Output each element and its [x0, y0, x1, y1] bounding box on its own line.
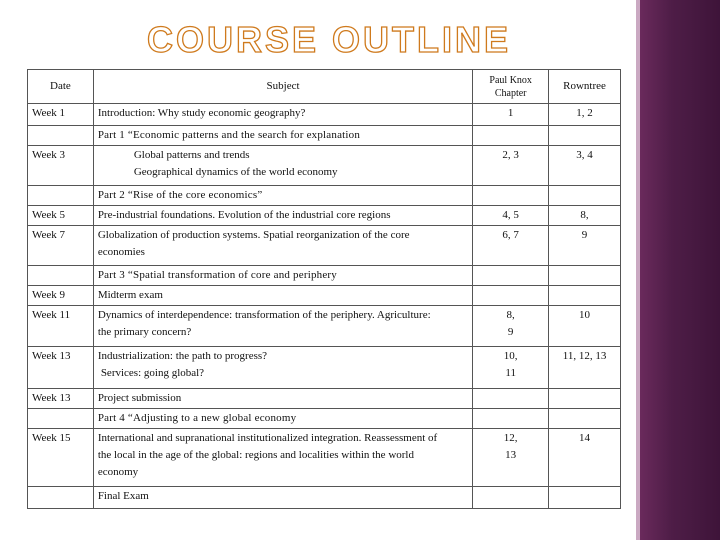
- week3-subject-line2: Geographical dynamics of the world economy: [133, 166, 338, 178]
- week15-knox: [473, 429, 549, 487]
- week3-subject: [93, 146, 472, 186]
- table-row-week5: [28, 206, 621, 226]
- header-knox-line1: Paul Knox: [489, 74, 532, 86]
- week13b-knox-empty: [473, 389, 549, 409]
- week13a-subject-line2: Services: going global?: [100, 367, 205, 379]
- table-row-week13b: [28, 389, 621, 409]
- week7-subject: [93, 226, 472, 266]
- week3-date: Week 3: [28, 146, 94, 186]
- week1-rowntree: 1, 2: [549, 104, 621, 126]
- part2-rowntree-empty: [549, 186, 621, 206]
- final-rowntree-empty: [549, 487, 621, 509]
- week11-subject-line1: Dynamics of interdependence: transformation of the periphery. Agriculture:: [97, 309, 431, 321]
- week13a-knox-line1: 10,: [503, 350, 518, 362]
- week5-date: Week 5: [28, 206, 94, 226]
- week11-date: Week 11: [28, 306, 94, 347]
- week9-rowntree-empty: [549, 286, 621, 306]
- part3-heading: Part 3 “Spatial transformation of core and periphery: [93, 266, 472, 286]
- week3-rowntree: 3, 4: [549, 146, 621, 186]
- table-row-final: [28, 487, 621, 509]
- week7-date: Week 7: [28, 226, 94, 266]
- week13a-subject: [93, 347, 472, 389]
- part2-heading: Part 2 “Rise of the core economics”: [93, 186, 472, 206]
- week13b-rowntree-empty: [549, 389, 621, 409]
- table-row-week9: [28, 286, 621, 306]
- week11-subject: [93, 306, 472, 347]
- week7-subject-line1: Globalization of production systems. Spatial reorganization of the core: [97, 229, 410, 241]
- week7-subject-line2: economies: [97, 246, 145, 258]
- week9-date: Week 9: [28, 286, 94, 306]
- week9-subject: Midterm exam: [93, 286, 472, 306]
- part3-rowntree-empty: [549, 266, 621, 286]
- week11-knox-line1: 8,: [506, 309, 515, 321]
- week13b-subject: Project submission: [93, 389, 472, 409]
- table-row-part1: [28, 126, 621, 146]
- table-row-week3: [28, 146, 621, 186]
- side-band-edge: [636, 0, 640, 540]
- week13a-subject-line1: Industrialization: the path to progress?: [97, 350, 268, 362]
- week11-rowntree: 10: [549, 306, 621, 347]
- week5-subject: Pre-industrial foundations. Evolution of the industrial core regions: [93, 206, 472, 226]
- part1-rowntree-empty: [549, 126, 621, 146]
- part3-date-empty: [28, 266, 94, 286]
- week13b-date: Week 13: [28, 389, 94, 409]
- week1-subject: Introduction: Why study economic geography?: [93, 104, 472, 126]
- week3-knox: 2, 3: [473, 146, 549, 186]
- part3-knox-empty: [473, 266, 549, 286]
- week15-subject-line2: the local in the age of the global: regions and localities within the world: [97, 449, 414, 461]
- course-outline-table: [27, 69, 621, 509]
- table-row-week11: [28, 306, 621, 347]
- part1-date-empty: [28, 126, 94, 146]
- week5-rowntree: 8,: [549, 206, 621, 226]
- part1-heading: Part 1 “Economic patterns and the search for explanation: [93, 126, 472, 146]
- header-date: Date: [28, 70, 94, 104]
- table-row-part3: [28, 266, 621, 286]
- decorative-side-band: [640, 0, 720, 540]
- final-knox-empty: [473, 487, 549, 509]
- week9-knox-empty: [473, 286, 549, 306]
- week15-subject-line3: economy: [97, 466, 139, 478]
- final-date-empty: [28, 487, 94, 509]
- table-row-part4: [28, 409, 621, 429]
- table-header-row: [28, 70, 621, 104]
- table-row-week1: [28, 104, 621, 126]
- week5-knox: 4, 5: [473, 206, 549, 226]
- week7-knox: 6, 7: [473, 226, 549, 266]
- part2-date-empty: [28, 186, 94, 206]
- table-row-week13a: [28, 347, 621, 389]
- week15-subject-line1: International and supranational institutionalized integration. Reassessment of: [97, 432, 438, 444]
- week15-rowntree: 14: [549, 429, 621, 487]
- part4-heading: Part 4 “Adjusting to a new global economy: [93, 409, 472, 429]
- week15-date: Week 15: [28, 429, 94, 487]
- table-row-part2: [28, 186, 621, 206]
- header-rowntree: Rowntree: [549, 70, 621, 104]
- final-exam: Final Exam: [93, 487, 472, 509]
- header-knox-line2: Chapter: [494, 87, 527, 99]
- header-knox: [473, 70, 549, 104]
- week11-knox: [473, 306, 549, 347]
- week11-subject-line2: the primary concern?: [97, 326, 192, 338]
- page-title: COURSE OUTLINE: [146, 19, 511, 60]
- table-row-week15: [28, 429, 621, 487]
- part1-knox-empty: [473, 126, 549, 146]
- week13a-date: Week 13: [28, 347, 94, 389]
- week13a-knox-line2: 11: [505, 367, 516, 379]
- table-row-week7: [28, 226, 621, 266]
- week11-knox-line2: 9: [507, 326, 514, 338]
- week13a-rowntree: 11, 12, 13: [549, 347, 621, 389]
- week1-knox: 1: [473, 104, 549, 126]
- part4-knox-empty: [473, 409, 549, 429]
- week13a-knox: [473, 347, 549, 389]
- part4-rowntree-empty: [549, 409, 621, 429]
- part2-knox-empty: [473, 186, 549, 206]
- week3-subject-line1: Global patterns and trends: [133, 149, 250, 161]
- header-subject: Subject: [93, 70, 472, 104]
- week1-date: Week 1: [28, 104, 94, 126]
- part4-date-empty: [28, 409, 94, 429]
- week15-knox-line2: 13: [505, 449, 517, 461]
- week15-knox-line1: 12,: [503, 432, 518, 444]
- week7-rowntree: 9: [549, 226, 621, 266]
- week15-subject: [93, 429, 472, 487]
